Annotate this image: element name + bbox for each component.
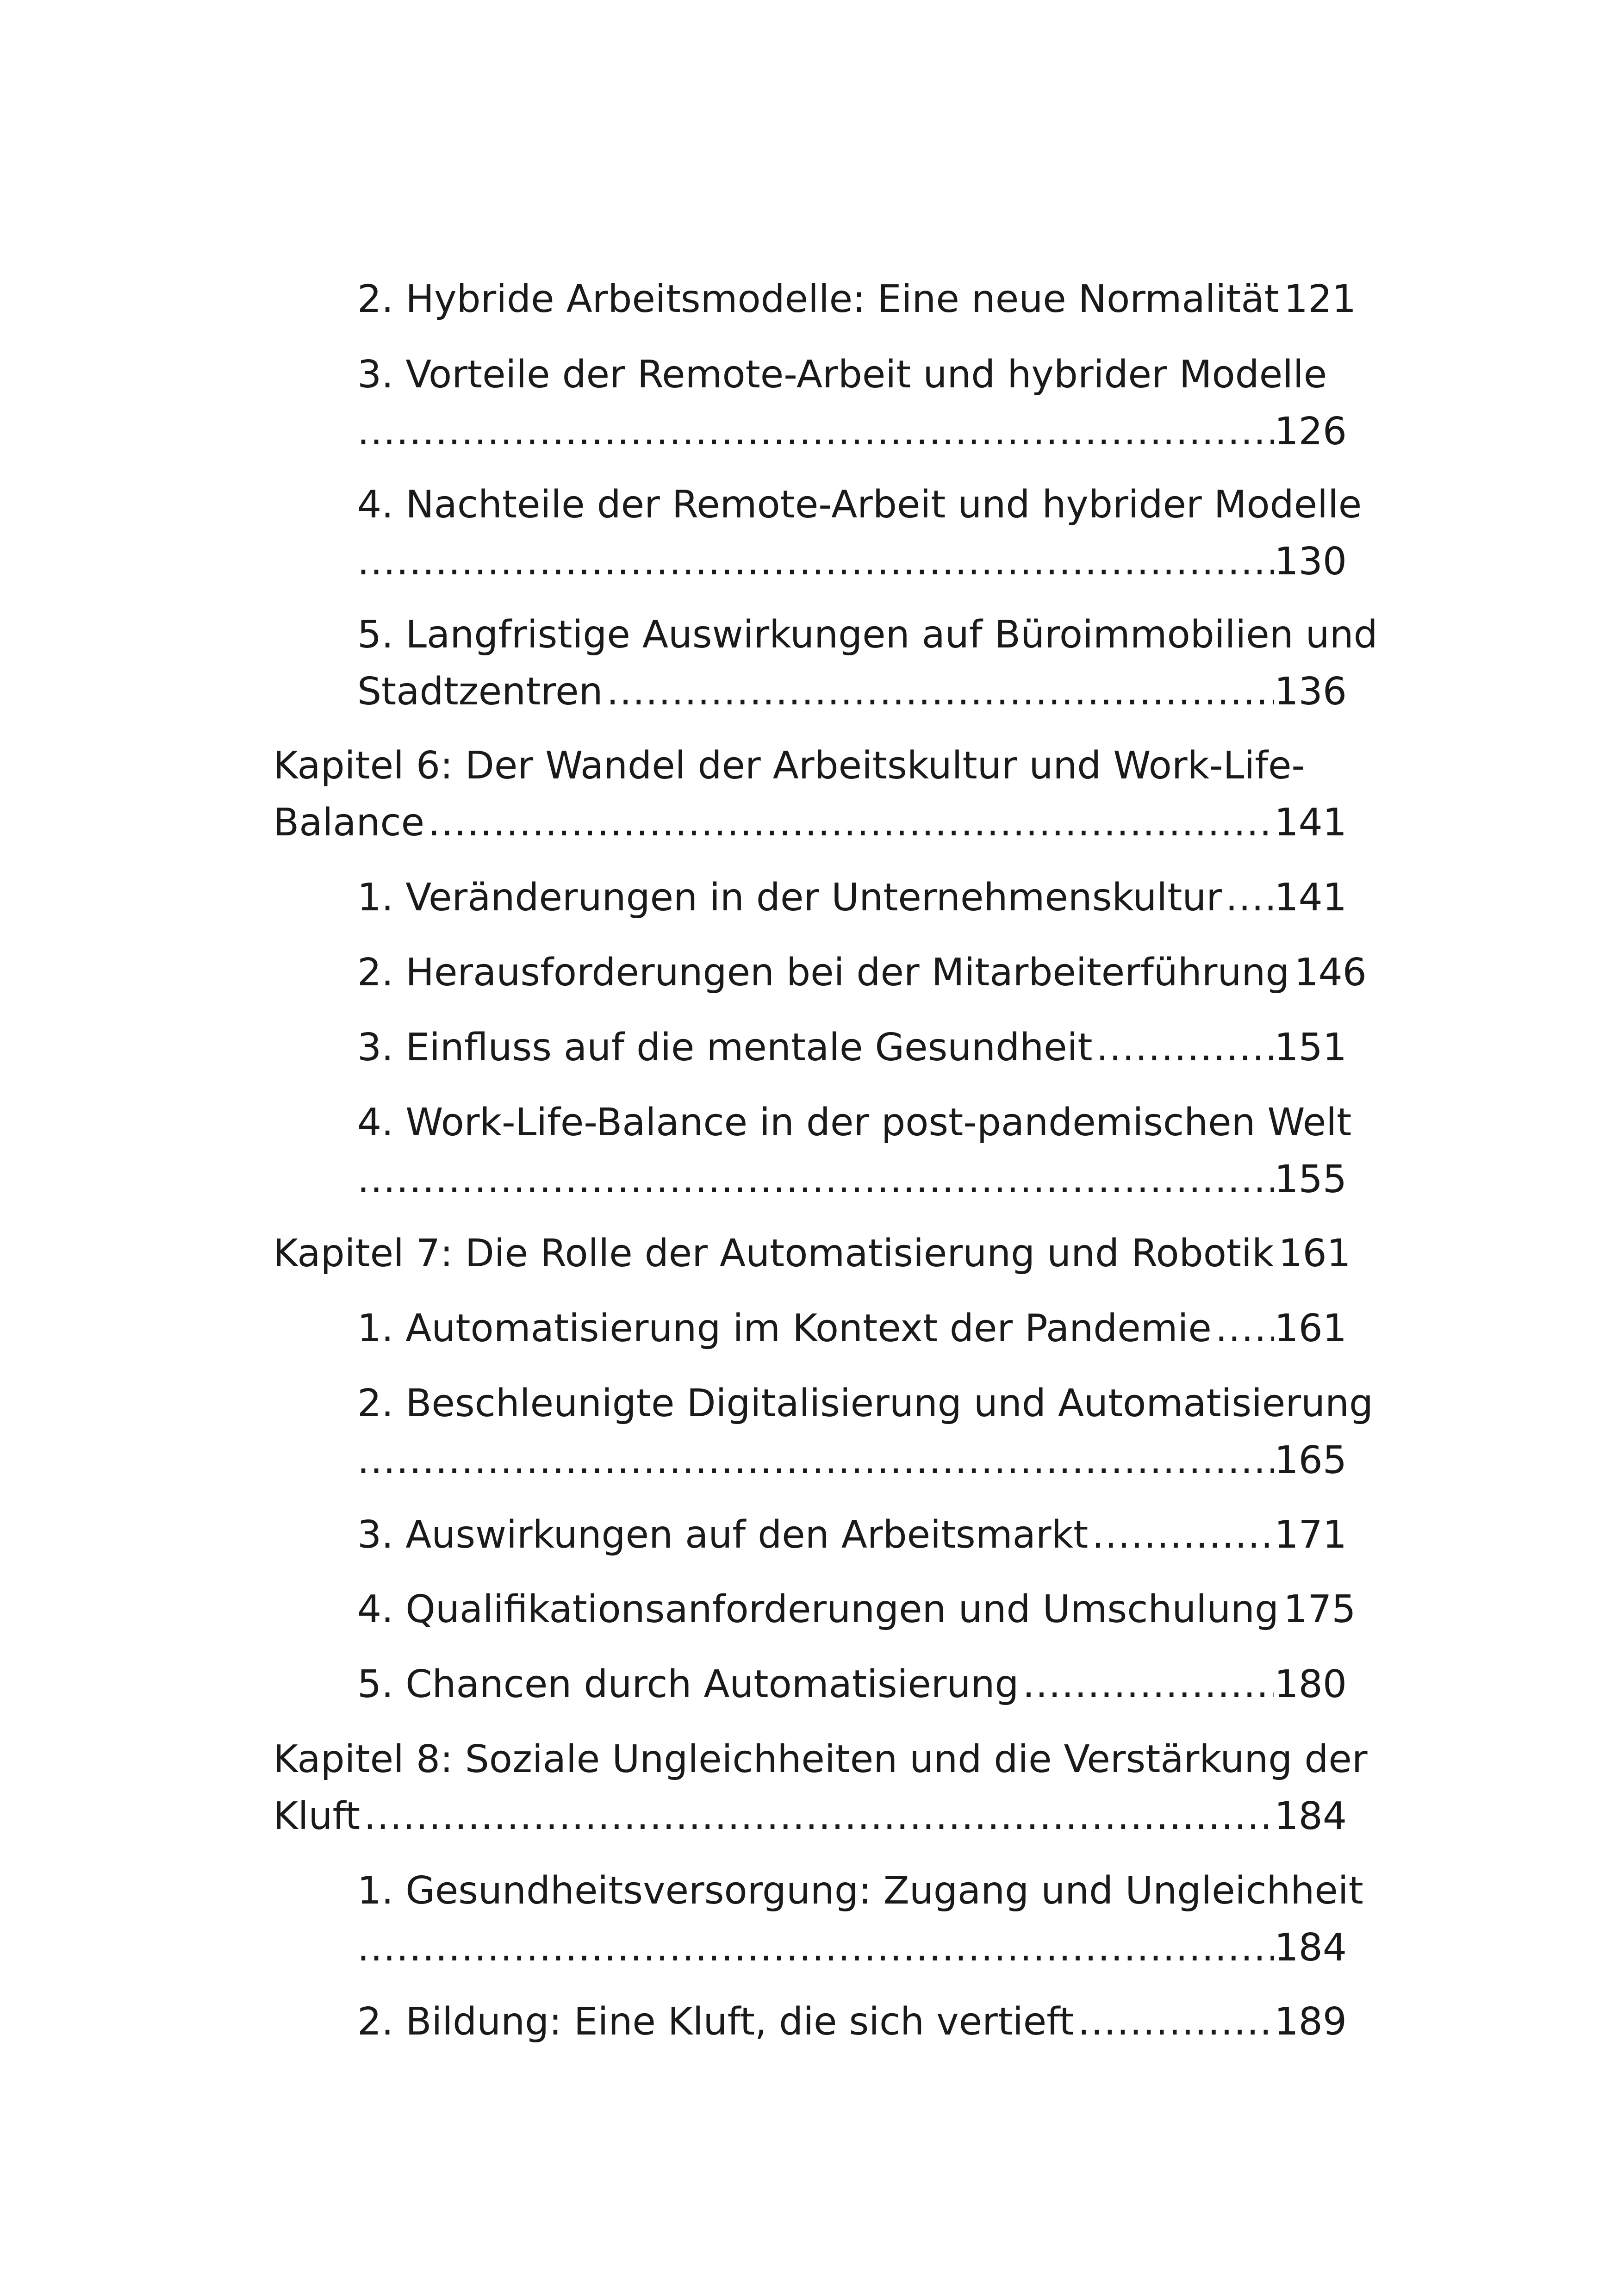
toc-entry-row: [357, 1151, 1347, 1208]
toc-entry-title: 4. Qualifikationsanforderungen und Umschulung: [357, 1587, 1279, 1631]
toc-entry[interactable]: [357, 869, 1347, 926]
toc-entry-row: [357, 944, 1367, 1001]
toc-entry-title-continued: Kluft: [273, 1794, 361, 1838]
toc-page-number: 141: [1274, 876, 1347, 920]
toc-page-number: 161: [1274, 1307, 1347, 1350]
toc-entry-row: [357, 1019, 1347, 1076]
toc-page-number: 155: [1274, 1157, 1347, 1201]
toc-page-number: 171: [1274, 1513, 1347, 1557]
toc-entry-title: 3. Auswirkungen auf den Arbeitsmarkt: [357, 1513, 1089, 1557]
toc-entry-row: [357, 1432, 1347, 1489]
toc-entry[interactable]: [357, 1862, 1363, 1976]
dot-leader: [1274, 1225, 1278, 1282]
toc-entry-row: [357, 271, 1357, 328]
toc-entry[interactable]: [357, 1506, 1347, 1563]
toc-entry-title: 4. Work-Life-Balance in der post-pandemischen Welt: [357, 1101, 1352, 1145]
toc-entry[interactable]: [357, 271, 1357, 328]
dot-leader: [1093, 1019, 1275, 1076]
dot-leader: [357, 1432, 1274, 1489]
toc-entry-title: 2. Herausforderungen bei der Mitarbeiterführung: [357, 951, 1290, 995]
toc-entry[interactable]: [357, 1300, 1347, 1357]
toc-entry[interactable]: [357, 346, 1347, 460]
dot-leader: [357, 1919, 1274, 1976]
toc-entry[interactable]: [357, 1019, 1347, 1076]
toc-page-number: 165: [1274, 1438, 1347, 1482]
toc-entry-title: Kapitel 7: Die Rolle der Automatisierung und Robotik: [273, 1232, 1274, 1276]
toc-entry[interactable]: [357, 476, 1362, 590]
toc-entry-row: [357, 1300, 1347, 1357]
dot-leader: [357, 1151, 1274, 1208]
toc-entry-title: 1. Gesundheitsversorgung: Zugang und Ungleichheit: [357, 1869, 1363, 1913]
toc-entry-title-continued: Balance: [273, 801, 425, 845]
toc-entry-row: [357, 1581, 1356, 1638]
toc-page-number: 180: [1274, 1662, 1347, 1706]
toc-entry-row: [357, 663, 1347, 720]
toc-page-number: 130: [1274, 540, 1347, 584]
toc-entry-row: [357, 533, 1347, 590]
toc-entry-row: [357, 1919, 1347, 1976]
toc-entry-title: Kapitel 6: Der Wandel der Arbeitskultur und Work-Life-: [273, 744, 1306, 788]
toc-entry[interactable]: [357, 1094, 1352, 1208]
toc-page-number: 141: [1274, 801, 1347, 845]
toc-entry-title: Kapitel 8: Soziale Ungleichheiten und die Verstärkung der: [273, 1737, 1368, 1781]
toc-entry-row: [357, 1506, 1347, 1563]
toc-chapter-entry[interactable]: [273, 1731, 1368, 1845]
toc-entry[interactable]: [357, 1375, 1374, 1489]
dot-leader: [1222, 869, 1274, 926]
toc-page-number: 184: [1274, 1794, 1347, 1838]
toc-entry[interactable]: [357, 1656, 1347, 1713]
toc-entry-title: 5. Langfristige Auswirkungen auf Büroimmobilien und: [357, 613, 1378, 657]
toc-page-number: 151: [1274, 1026, 1347, 1070]
toc-entry-title: 1. Automatisierung im Kontext der Pandemie: [357, 1307, 1212, 1350]
toc-entry-row: [357, 1993, 1347, 2050]
dot-leader: [357, 533, 1274, 590]
toc-entry-title: 4. Nachteile der Remote-Arbeit und hybrider Modelle: [357, 483, 1362, 527]
toc-entry-title: 2. Bildung: Eine Kluft, die sich vertieft: [357, 2000, 1074, 2044]
toc-entry-row: [273, 794, 1347, 851]
toc-entry[interactable]: [357, 944, 1367, 1001]
toc-entry[interactable]: [357, 1993, 1347, 2050]
toc-entry-title-continued: Stadtzentren: [357, 670, 603, 714]
toc-entry-title: 2. Hybride Arbeitsmodelle: Eine neue Normalität: [357, 277, 1279, 321]
toc-page-number: 189: [1274, 2000, 1347, 2044]
dot-leader: [360, 1788, 1274, 1845]
toc-entry-title: 1. Veränderungen in der Unternehmenskultur: [357, 876, 1222, 920]
dot-leader: [1019, 1656, 1274, 1713]
toc-page-number: 175: [1283, 1587, 1356, 1631]
dot-leader: [1212, 1300, 1275, 1357]
toc-entry-row: [357, 1656, 1347, 1713]
toc-entry-title: 3. Einfluss auf die mentale Gesundheit: [357, 1026, 1093, 1070]
toc-entry-row: [357, 403, 1347, 460]
toc-page-number: 136: [1274, 670, 1347, 714]
dot-leader: [1074, 1993, 1275, 2050]
toc-page-number: 184: [1274, 1926, 1347, 1970]
toc-entry-row: [357, 869, 1347, 926]
toc-entry-row: [273, 1788, 1347, 1845]
toc-entry-title: 2. Beschleunigte Digitalisierung und Automatisierung: [357, 1381, 1374, 1425]
toc-page-number: 146: [1294, 951, 1367, 995]
toc-entry[interactable]: [357, 606, 1378, 720]
dot-leader: [357, 403, 1274, 460]
toc-entry-row: [273, 1225, 1351, 1282]
toc-entry[interactable]: [357, 1581, 1356, 1638]
toc-page-number: 121: [1283, 277, 1357, 321]
toc-chapter-entry[interactable]: [273, 1225, 1351, 1282]
toc-chapter-entry[interactable]: [273, 737, 1347, 851]
dot-leader: [1088, 1506, 1274, 1563]
dot-leader: [1279, 271, 1284, 328]
toc-entry-title: 5. Chancen durch Automatisierung: [357, 1662, 1019, 1706]
toc-page-number: 126: [1274, 410, 1347, 454]
toc-entry-title: 3. Vorteile der Remote-Arbeit und hybrider Modelle: [357, 353, 1327, 397]
toc-page-number: 161: [1278, 1232, 1351, 1276]
dot-leader: [1279, 1581, 1283, 1638]
dot-leader: [603, 663, 1275, 720]
dot-leader: [1289, 944, 1294, 1001]
dot-leader: [424, 794, 1274, 851]
